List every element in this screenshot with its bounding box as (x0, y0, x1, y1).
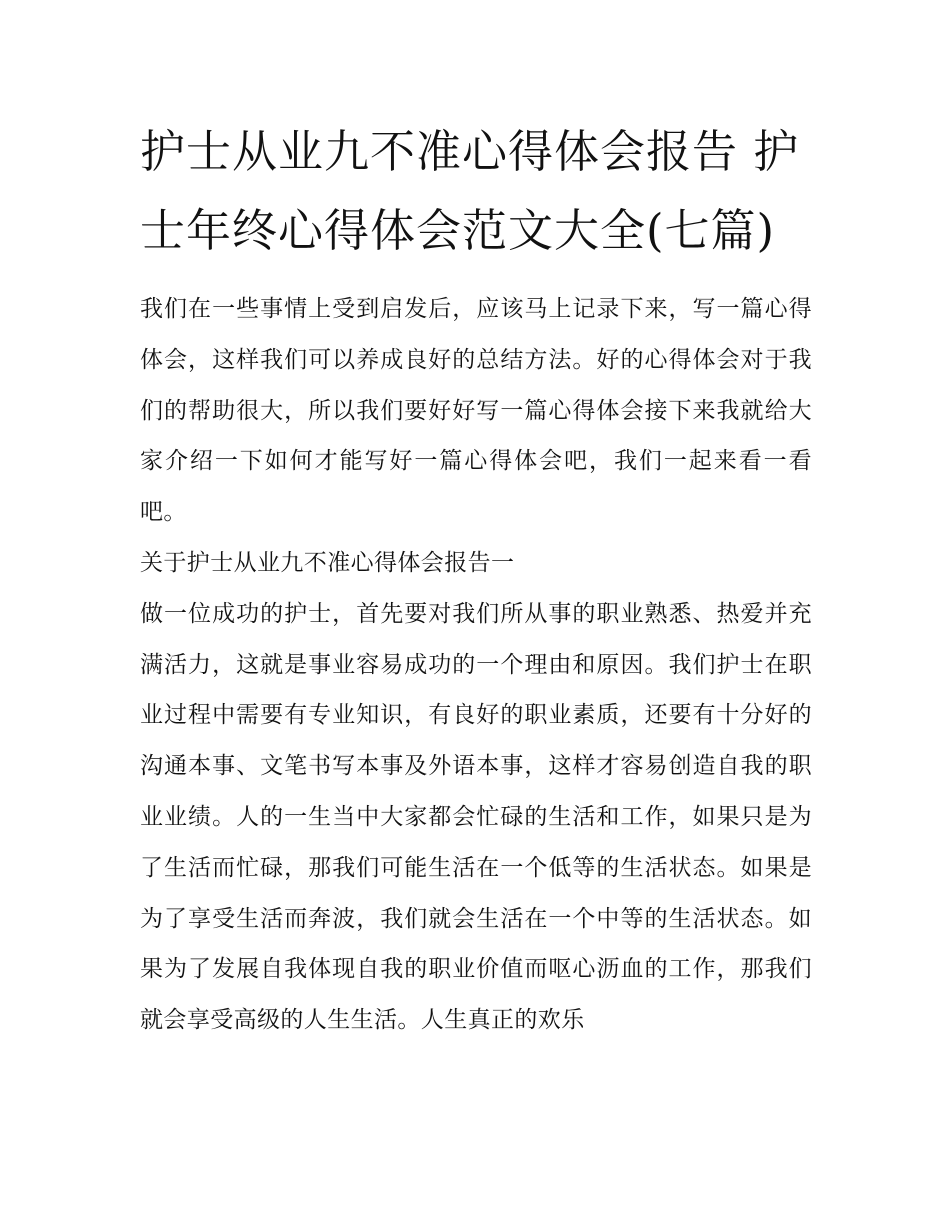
body-paragraph: 做一位成功的护士，首先要对我们所从事的职业熟悉、热爱并充满活力，这就是事业容易成功的一个理由和原因。我们护士在职业过程中需要有专业知识，有良好的职业素质，还要有十分好的沟通本事、文笔书写本事及外语本事，这样才容易创造自我的职业业绩。人的一生当中大家都会忙碌的生活和工作，如果只是为了生活而忙碌，那我们可能生活在一个低等的生活状态。如果是为了享受生活而奔波，我们就会生活在一个中等的生活状态。如果为了发展自我体现自我的职业价值而呕心沥血的工作，那我们就会享受高级的人生生活。人生真正的欢乐 (140, 600, 812, 1034)
document-title: 护士从业九不准心得体会报告 护士年终心得体会范文大全(七篇) (140, 125, 800, 257)
section-heading: 关于护士从业九不准心得体会报告一 (140, 549, 515, 576)
document-page (140, 112, 812, 1046)
intro-paragraph: 我们在一些事情上受到启发后，应该马上记录下来，写一篇心得体会，这样我们可以养成良好的总结方法。好的心得体会对于我们的帮助很大，所以我们要好好写一篇心得体会接下来我就给大家介绍一下如何才能写好一篇心得体会吧，我们一起来看一看吧。 (140, 296, 812, 526)
